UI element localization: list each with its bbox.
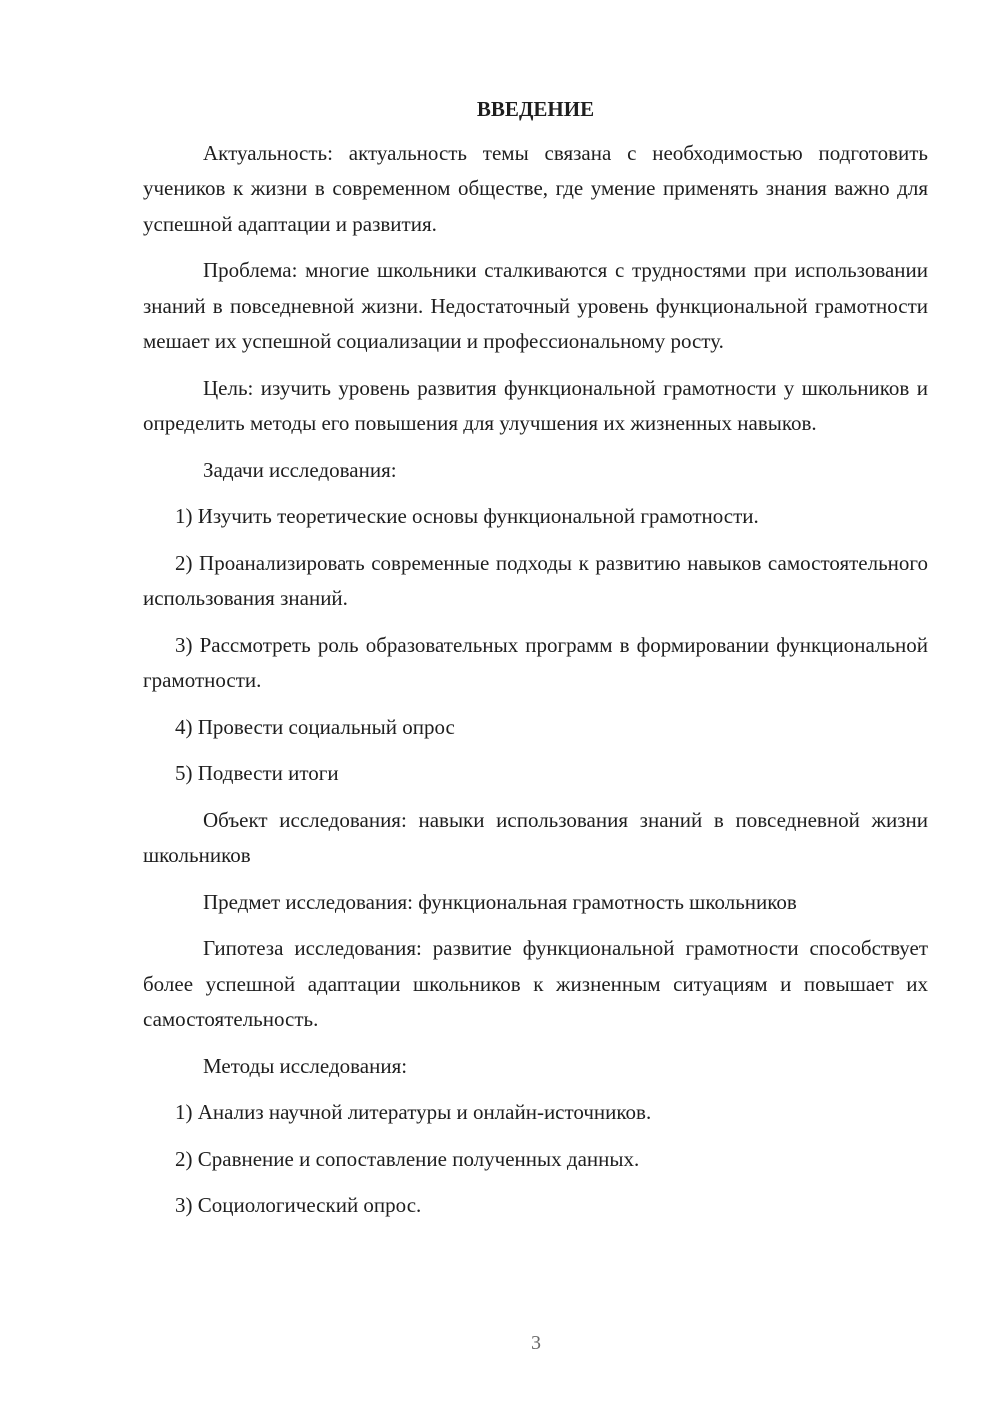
subject-paragraph: Предмет исследования: функциональная грамотность школьников [203, 889, 797, 914]
page-number: 3 [531, 1332, 541, 1354]
tasks-heading: Задачи исследования: [203, 457, 397, 482]
task-item: 5) Подвести итоги [175, 761, 339, 785]
goal-paragraph: Цель: изучить уровень развития функциональной грамотности у школьников и определить методы его повышения для улучшения их жизненных навыков. [143, 375, 928, 435]
method-item: 1) Анализ научной литературы и онлайн-источников. [175, 1100, 652, 1124]
task-item: 3) Рассмотреть роль образовательных программ в формировании функциональной грамотности. [143, 632, 928, 692]
object-paragraph: Объект исследования: навыки использования знаний в повседневной жизни школьников [143, 807, 928, 867]
document-page [143, 92, 928, 1235]
relevance-paragraph: Актуальность: актуальность темы связана с необходимостью подготовить учеников к жизни в современном обществе, где умение применять знания важно для успешной адаптации и развития. [143, 140, 928, 236]
page-title: ВВЕДЕНИЕ [476, 97, 595, 121]
methods-heading: Методы исследования: [203, 1053, 408, 1078]
hypothesis-paragraph: Гипотеза исследования: развитие функциональной грамотности способствует более успешной адаптации школьников к жизненным ситуациям и повышает их самостоятельность. [143, 936, 928, 1031]
task-item: 4) Провести социальный опрос [175, 714, 455, 739]
method-item: 3) Социологический опрос. [175, 1193, 422, 1217]
task-item: 2) Проанализировать современные подходы к развитию навыков самостоятельного использования знаний. [143, 550, 928, 610]
problem-paragraph: Проблема: многие школьники сталкиваются с трудностями при использовании знаний в повседневной жизни. Недостаточный уровень функциональной грамотности мешает их успешной социализации и профессиональному росту. [143, 258, 928, 353]
method-item: 2) Сравнение и сопоставление полученных данных. [175, 1146, 640, 1171]
task-item: 1) Изучить теоретические основы функциональной грамотности. [175, 504, 759, 528]
